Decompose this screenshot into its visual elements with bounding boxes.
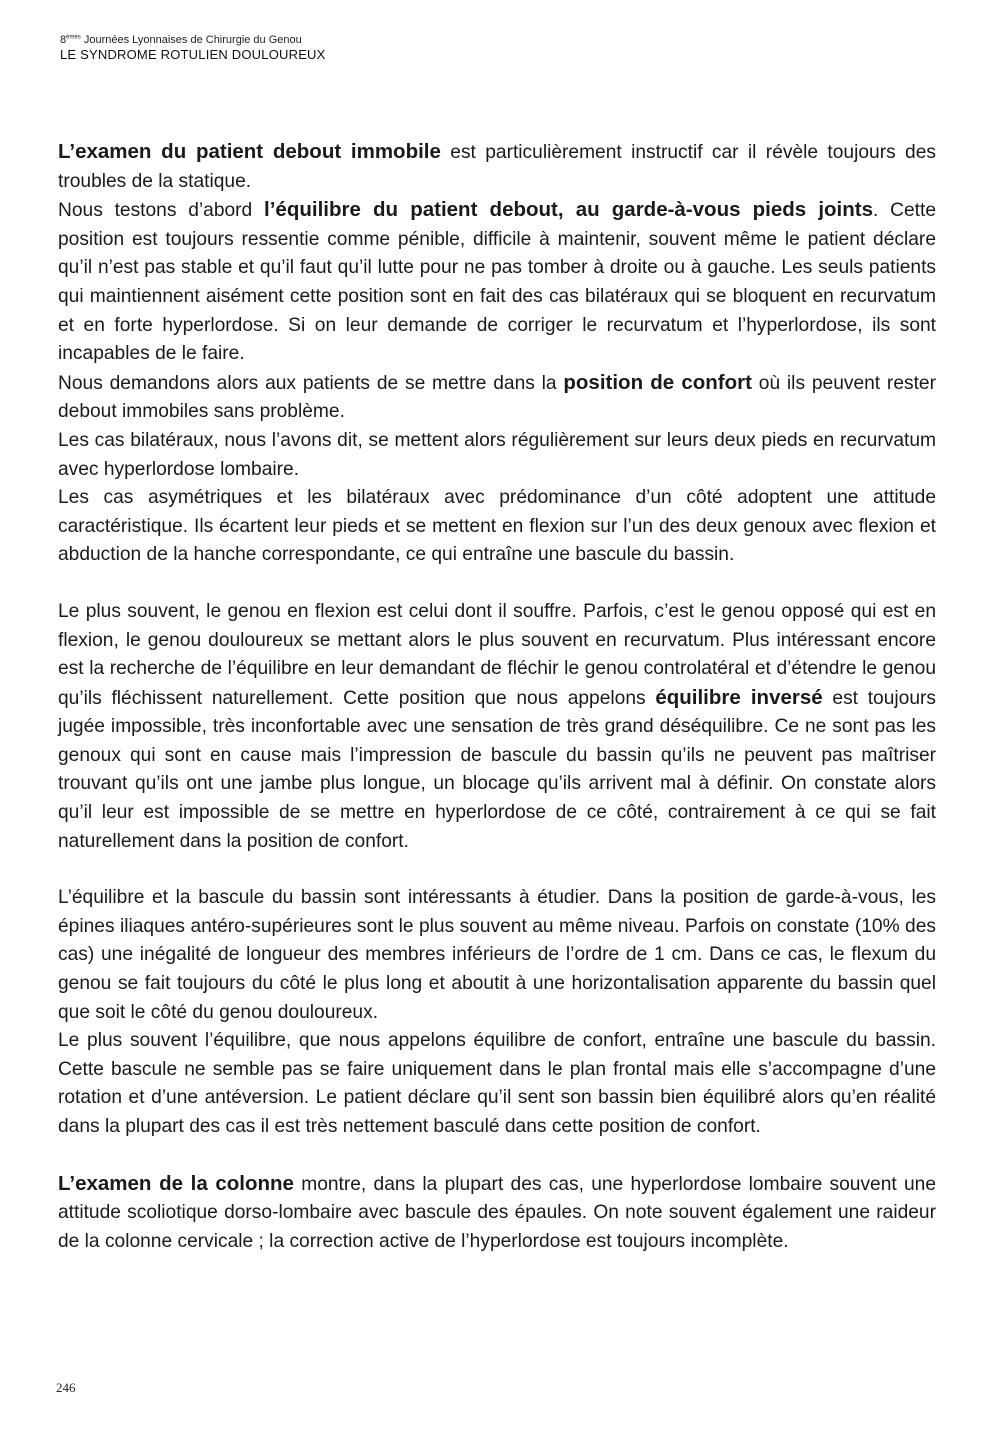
text-run: L’équilibre et la bascule du bassin sont intéressants à étudier. Dans la position de garde-à-vous, les épines iliaques antéro-supérieures sont le plus souvent au même niveau. Parfois on constate (10% des cas) une inégalité de longueur des membres inférieurs de l’ordre de 1 cm. Dans ce cas, le flexum du genou se fait toujours du côté le plus long et aboutit à une horizontalisation apparente du bassin quel que soit le côté du genou douloureux. — [58, 887, 936, 1023]
text-run: est particulièrement instructif car il révèle toujours des troubles de la statique. — [58, 142, 936, 192]
text-run: montre, dans la plupart des cas, une hyperlordose lombaire souvent une attitude scoliotique dorso-lombaire avec bascule des épaules. On note souvent également une raideur de la colonne cervicale ; la correction active de l’hyperlordose est toujours incomplète. — [58, 1173, 937, 1252]
paragraph — [58, 369, 936, 427]
text-run: est toujours jugée impossible, très inconfortable avec une sensation de très grand déséquilibre. Ce ne sont pas les genoux qui sont en cause mais l’impression de bascule du bassin qu’ils ne peuvent pas maîtriser trouvant qu’ils ont une jambe plus longue, un blocage qu’ils arrivent mal à définir. On constate alors qu’il leur est impossible de se mettre en hyperlordose de ce côté, contrairement à ce qui se fait naturellement dans la position de confort. — [58, 687, 936, 852]
bold-phrase: L’examen de la colonne — [58, 1171, 294, 1195]
conference-ordinal: 8 — [60, 34, 67, 46]
running-header — [60, 34, 326, 63]
page-number: 246 — [56, 1380, 76, 1395]
body-text — [58, 138, 936, 1256]
text-run: où ils peuvent rester debout immobiles sans problème. — [58, 372, 936, 423]
paragraph — [58, 884, 936, 1027]
text-run: Nous testons d’abord — [58, 200, 265, 222]
text-run: Le plus souvent, le genou en flexion est celui dont il souffre. Parfois, c’est le genou opposé qui est en flexion, le genou douloureux se mettant alors le plus souvent en recurvatum. Plus intéressant encore est la recherche de l’équilibre en leur demandant de fléchir le genou controlatéral et d’étendre le genou qu’ils fléchissent naturellement. Cette position que nous appelons — [58, 600, 936, 709]
paragraph — [58, 484, 936, 570]
text-run: Les cas bilatéraux, nous l’avons dit, se mettent alors régulièrement sur leurs deux pieds en recurvatum avec hyperlordose lombaire. — [58, 429, 936, 480]
conference-name — [60, 34, 326, 47]
text-run: Nous demandons alors aux patients de se mettre dans la — [58, 372, 564, 394]
bold-phrase: L’examen du patient debout immobile — [58, 140, 441, 163]
paragraph — [58, 138, 936, 196]
text-run: Le plus souvent l’équilibre, que nous appelons équilibre de confort, entraîne une bascule du bassin. Cette bascule ne semble pas se faire uniquement dans le plan frontal mais elle s’accompagne d’une rotation et d’une antéversion. Le patient déclare qu’il sent son bassin bien équilibré alors qu’en réalité dans la plupart des cas il est très nettement basculé dans cette position de confort. — [58, 1030, 936, 1137]
conference-ordinal-suffix: èmes — [66, 34, 81, 41]
conference-name-text: Journées Lyonnaises de Chirurgie du Genou — [80, 34, 302, 46]
text-run: Les cas asymétriques et les bilatéraux avec prédominance d’un côté adoptent une attitude caractéristique. Ils écartent leur pieds et se mettent en flexion sur l’un des deux genoux avec flexion et abduction de la hanche correspondante, ce qui entraîne une bascule du bassin. — [58, 487, 936, 566]
paragraph — [58, 196, 936, 369]
bold-phrase: équilibre inversé — [655, 685, 823, 709]
paragraph — [58, 1170, 936, 1257]
document-title: LE SYNDROME ROTULIEN DOULOUREUX — [60, 47, 326, 63]
paragraph — [58, 1027, 936, 1141]
bold-phrase: position de confort — [563, 370, 752, 394]
paragraph — [58, 598, 936, 856]
paragraph — [58, 427, 936, 484]
bold-phrase: l’équilibre du patient debout, au garde-à-vous pieds joints — [264, 198, 874, 222]
text-run: . Cette position est toujours ressentie comme pénible, difficile à maintenir, souvent même le patient déclare qu’il n’est pas stable et qu’il faut qu’il lutte pour ne pas tomber à droite ou à gauche. Les seuls patients qui maintiennent aisément cette position sont en fait des cas bilatéraux qui se bloquent en recurvatum et en forte hyperlordose. Si on leur demande de corriger le recurvatum et l’hyperlordose, ils sont incapables de le faire. — [58, 200, 936, 365]
